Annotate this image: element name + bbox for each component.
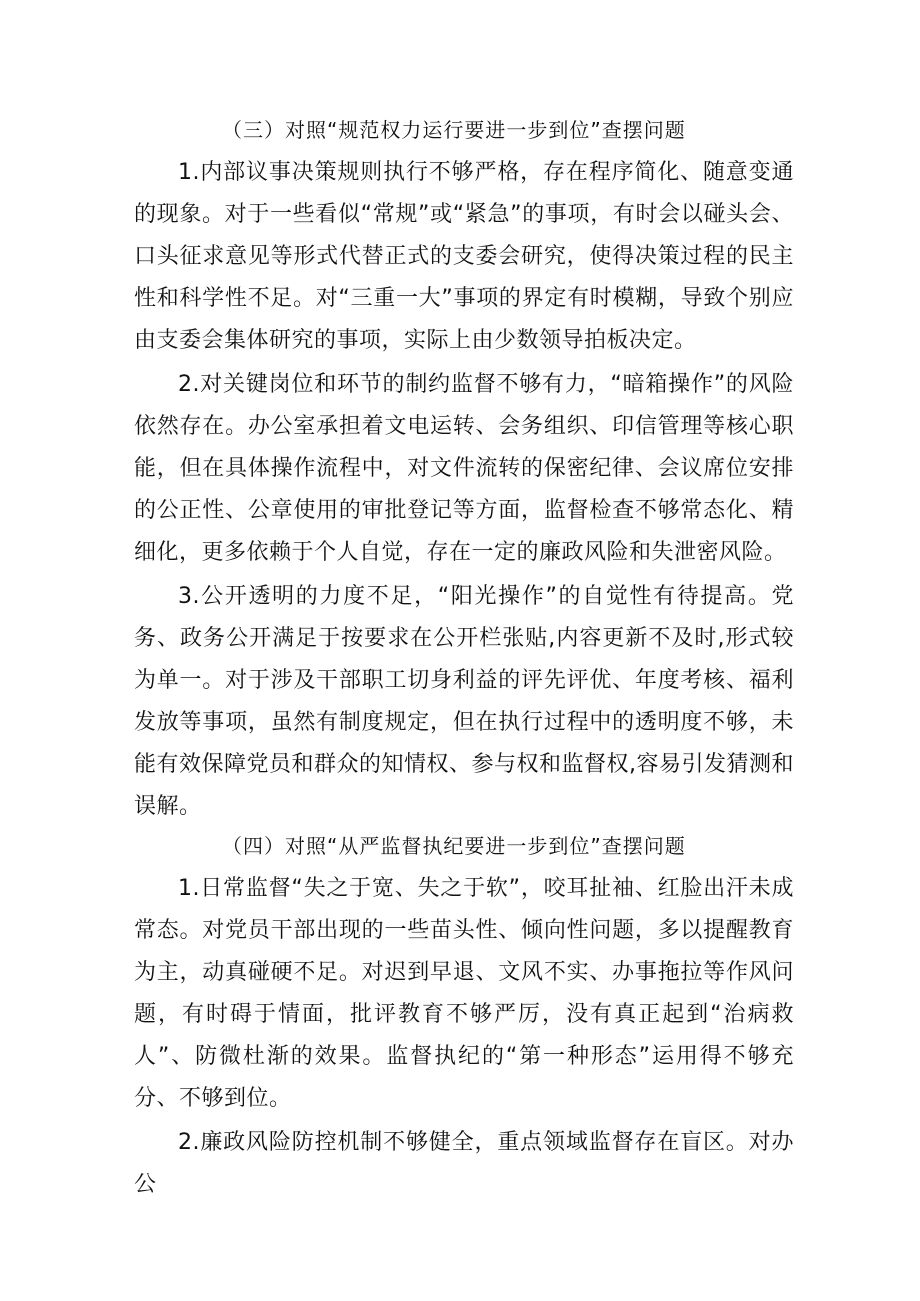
section-3-item-2: 2.对关键岗位和环节的制约监督不够有力，“暗箱操作”的风险依然存在。办公室承担着文电运转、会务组织、印信管理等核心职能，但在具体操作流程中，对文件流转的保密纪律、会议席位安排的公正性、公章使用的审批登记等方面，监督检查不够常态化、精细化，更多依赖于个人自觉，存在一定的廉政风险和失泄密风险。 [134,372,794,565]
section-4-item-2: 2.廉政风险防控机制不够健全，重点领域监督存在盲区。对办公 [134,1130,794,1197]
section-3-item-1: 1.内部议事决策规则执行不够严格，存在程序简化、随意变通的现象。对于一些看似“常规”或“紧急”的事项，有时会以碰头会、口头征求意见等形式代替正式的支委会研究，使得决策过程的民主性和科学性不足。对“三重一大”事项的界定有时模糊，导致个别应由支委会集体研究的事项，实际上由少数领导拍板决定。 [134,160,794,353]
section-4-item-1: 1.日常监督“失之于宽、失之于软”，咬耳扯袖、红脸出汗未成常态。对党员干部出现的一些苗头性、倾向性问题，多以提醒教育为主，动真碰硬不足。对迟到早退、文风不实、办事拖拉等作风问题，有时碍于情面，批评教育不够严厉，没有真正起到“治病救人”、防微杜渐的效果。监督执纪的“第一种形态”运用得不够充分、不够到位。 [134,876,794,1111]
section-3-heading: （三）对照“规范权力运行要进一步到位”查摆问题 [222,118,686,142]
section-3-item-3: 3.公开透明的力度不足，“阳光操作”的自觉性有待提高。党务、政务公开满足于按要求在公开栏张贴,内容更新不及时,形式较为单一。对于涉及干部职工切身利益的评先评优、年度考核、福利发放等事项，虽然有制度规定，但在执行过程中的透明度不够，未能有效保障党员和群众的知情权、参与权和监督权,容易引发猜测和误解。 [134,584,794,819]
section-4-heading: （四）对照“从严监督执纪要进一步到位”查摆问题 [222,834,686,858]
document-page [134,112,794,1206]
